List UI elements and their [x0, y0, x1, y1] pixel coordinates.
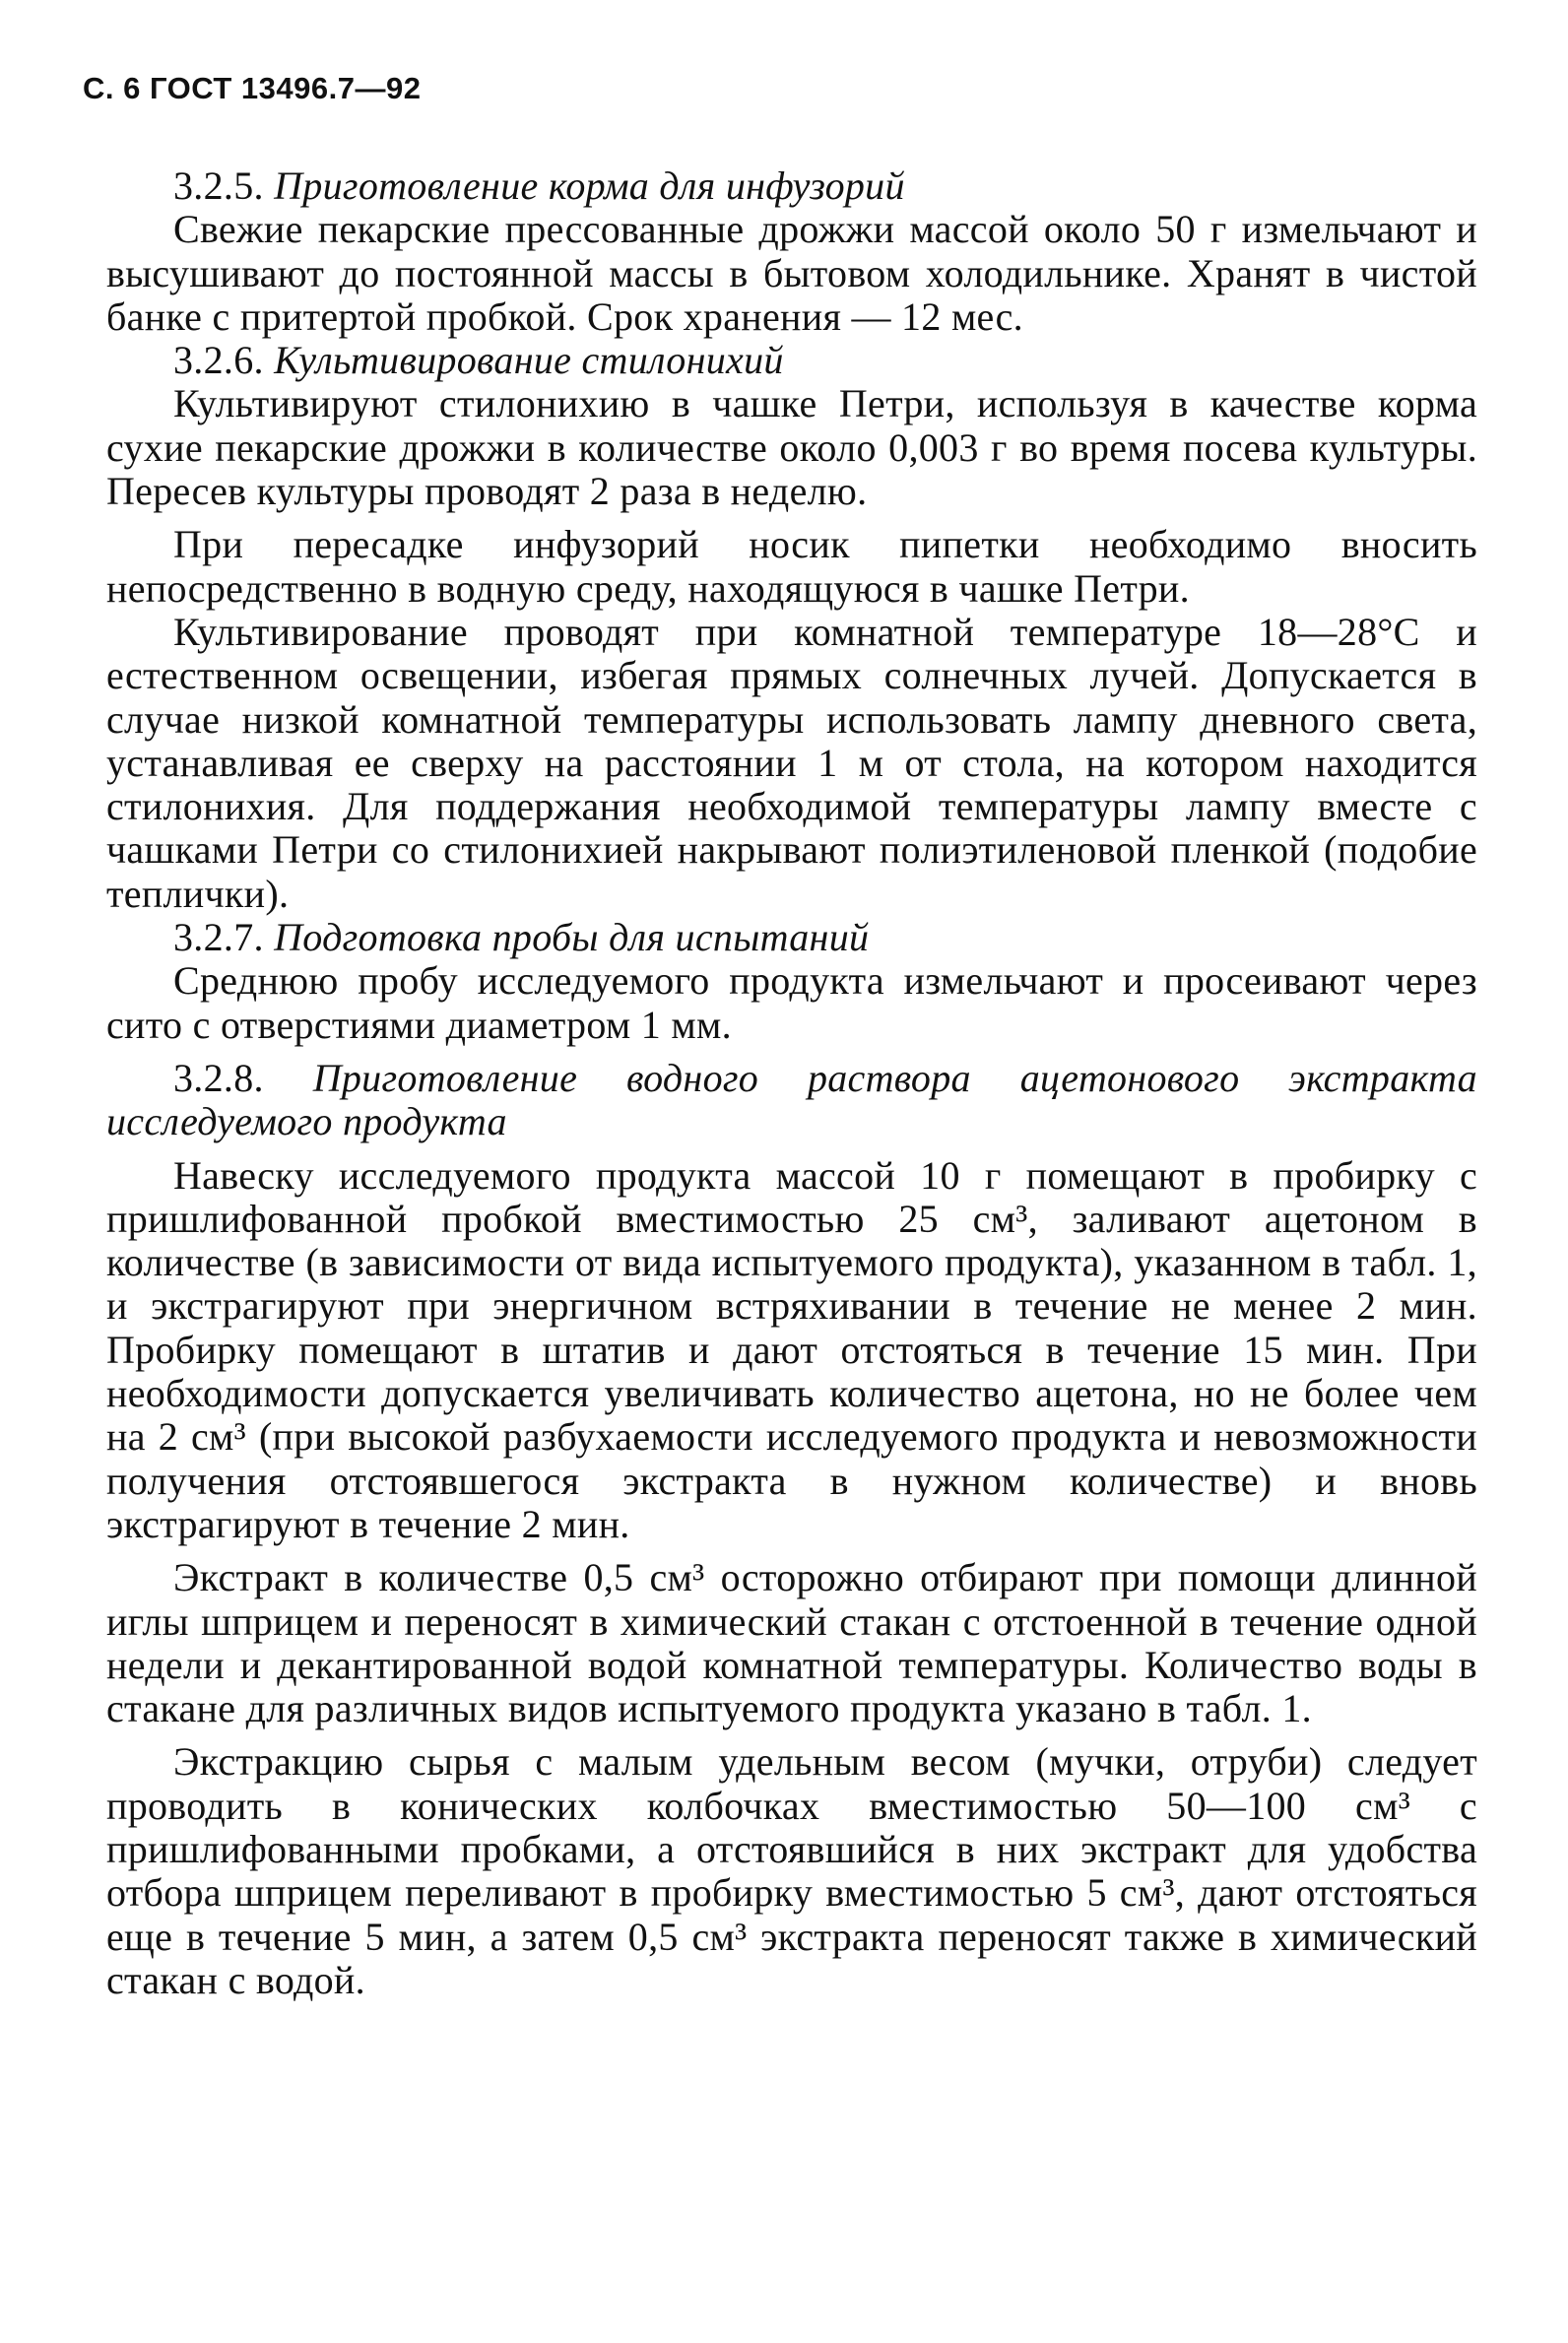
section-number: 3.2.6. [173, 338, 264, 383]
paragraph: Среднюю пробу исследуемого продукта измельчают и просеивают через сито с отверстиями диаметром 1 мм. [106, 958, 1477, 1047]
paragraph: Экстракцию сырья с малым удельным весом (мучки, отруби) следует проводить в конических колбочках вместимостью 50—100 см³ с пришлифованными пробками, а отстоявшийся в них экстракт для удобства отбора шприцем переливают в пробирку вместимостью 5 см³, дают отстояться еще в течение 5 мин, а затем 0,5 см³ экстракта переносят также в химический стакан с водой. [106, 1739, 1477, 2002]
paragraph: Культивирование проводят при комнатной температуре 18—28°С и естественном освещении, избегая прямых солнечных лучей. Допускается в случае низкой комнатной температуры использовать лампу дневного света, устанавливая ее сверху на расстоянии 1 м от стола, на котором находится стилонихия. Для поддержания необходимой температуры лампу вместе с чашками Петри со стилонихией накрывают полиэтиленовой пленкой (подобие теплички). [106, 609, 1477, 916]
section-number: 3.2.7. [173, 915, 264, 960]
section-title: Культивирование стилонихий [274, 338, 784, 383]
running-head: С. 6 ГОСТ 13496.7—92 [83, 71, 422, 105]
section-number: 3.2.8. [173, 1055, 264, 1100]
section-heading [106, 164, 1477, 208]
paragraph: Свежие пекарские прессованные дрожжи массой около 50 г измельчают и высушивают до постоянной массы в бытовом холодильнике. Хранят в чистой банке с притертой пробкой. Срок хранения — 12 мес. [106, 207, 1477, 339]
section-title: Подготовка пробы для испытаний [274, 915, 870, 960]
section-heading [106, 339, 1477, 382]
paragraph: Навеску исследуемого продукта массой 10 г помещают в пробирку с пришлифованной пробкой вместимостью 25 см³, заливают ацетоном в количестве (в зависимости от вида испытуемого продукта), указанном в табл. 1, и экстрагируют при энергичном встряхивании в течение не менее 2 мин. Пробирку помещают в штатив и дают отстояться в течение 15 мин. При необходимости допускается увеличивать количество ацетона, но не более чем на 2 см³ (при высокой разбухаемости исследуемого продукта и невозможности получения отстоявшегося экстракта в нужном количестве) и вновь экстрагируют в течение 2 мин. [106, 1152, 1477, 1546]
paragraph: Культивируют стилонихию в чашке Петри, используя в качестве корма сухие пекарские дрожжи в количестве около 0,003 г во время посева культуры. Пересев культуры проводят 2 раза в неделю. [106, 381, 1477, 514]
document-body [106, 164, 1477, 2002]
section-heading [106, 916, 1477, 959]
paragraph: Экстракт в количестве 0,5 см³ осторожно отбирают при помощи длинной иглы шприцем и переносят в химический стакан с отстоенной в течение одной недели и декантированной водой комнатной температуры. Количество воды в стакане для различных видов испытуемого продукта указано в табл. 1. [106, 1555, 1477, 1731]
section-heading [106, 1057, 1477, 1144]
section-number: 3.2.5. [173, 163, 264, 208]
section-title: Приготовление водного раствора ацетонового экстракта исследуемого продукта [106, 1055, 1477, 1144]
paragraph: При пересадке инфузорий носик пипетки необходимо вносить непосредственно в водную среду, находящуюся в чашке Петри. [106, 522, 1477, 611]
section-title: Приготовление корма для инфузорий [274, 163, 905, 208]
